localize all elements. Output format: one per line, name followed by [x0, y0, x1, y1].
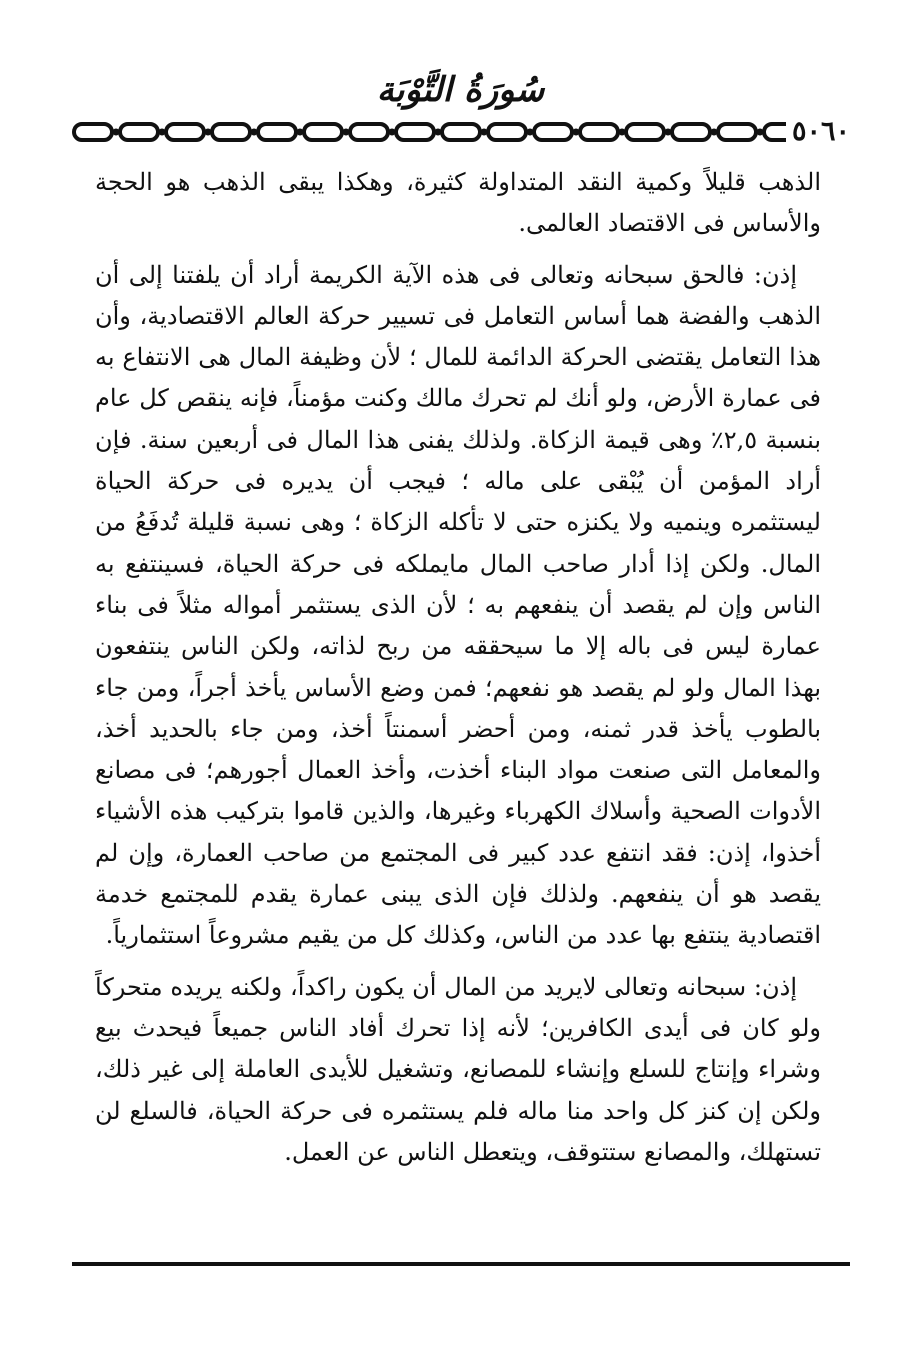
- chain-link: [488, 124, 526, 140]
- surah-title: سُورَةُ التَّوْبَة: [376, 70, 545, 110]
- chain-dot: [205, 129, 212, 136]
- chain-dot: [343, 129, 350, 136]
- chain-link: [442, 124, 480, 140]
- footer-rule: [72, 1262, 850, 1266]
- paragraph-money-movement: إذن: سبحانه وتعالى لايريد من المال أن يكون راكداً، ولكنه يريده متحركاً ولو كان فى أيدى الكافرين؛ لأنه إذا تحرك أفاد الناس جميعاً فيحدث بيع وشراء وإنتاج للسلع وإنشاء للمصانع، وتشغيل للأيدى العاملة إلى غير ذلك، ولكن إن كنز كل واحد منا ماله فلم يستثمره فى حركة الحياة، فالسلع لن تستهلك، والمصانع ستتوقف، ويتعطل الناس عن العمل.: [95, 972, 822, 1166]
- chain-dot: [389, 129, 396, 136]
- chain-link: [626, 124, 664, 140]
- chain-dot: [297, 129, 304, 136]
- ornamental-header-rule: [70, 114, 850, 150]
- chain-dot: [757, 129, 764, 136]
- chain-link: [534, 124, 572, 140]
- paragraph-wealth-circulation: إذن: فالحق سبحانه وتعالى فى هذه الآية الكريمة أراد أن يلفتنا إلى أن الذهب والفضة هما أساس التعامل فى تسيير حركة العالم الاقتصادية، وأن هذا التعامل يقتضى الحركة الدائمة للمال ؛ لأن وظيفة المال هى الانتفاع به فى عمارة الأرض، ولو أنك لم تحرك مالك وكنت مؤمناً، فإنه ينقص كل عام بنسبة ٢,٥٪ وهى قيمة الزكاة. ولذلك يفنى هذا المال فى أربعين سنة. فإن أراد المؤمن أن يُبْقى على ماله ؛ فيجب أن يديره فى حركة الحياة ليستثمره وينميه ولا يكنزه حتى لا تأكله الزكاة ؛ وهى نسبة قليلة تُدفَعُ من المال. ولكن إذا أدار صاحب المال مايملكه فى حركة الحياة، فسينتفع به الناس وإن لم يقصد أن ينفعهم به ؛ لأن الذى يستثمر أمواله مثلاً فى بناء عمارة ليس فى باله إلا ما سيحققه من ربح لذاته، ولكن الناس ينتفعون بهذا المال ولو لم يقصد هو نفعهم؛ فمن وضع الأساس يأخذ أجراً، ومن جاء بالطوب يأخذ قدر ثمنه، ومن أحضر أسمنتاً أخذ، ومن جاء بالحديد أخذ، والمعامل التى صنعت مواد البناء أخذت، وأخذ العمال أجورهم؛ فى مصانع الأدوات الصحية وأسلاك الكهرباء وغيرها، والذين قاموا بتركيب هذه الأشياء أخذوا، إذن: فقد انتفع عدد كبير فى المجتمع من صاحب العمارة، وإن لم يقصد هو أن ينفعهم. ولذلك فإن الذى يبنى عمارة يقدم للمجتمع خدمة اقتصادية ينتفع بها عدد من الناس، وكذلك كل من يقيم مشروعاً استثمارياً.: [95, 260, 822, 950]
- paragraph-continuation: الذهب قليلاً وكمية النقد المتداولة كثيرة، وهكذا يبقى الذهب هو الحجة والأساس فى الاقتصاد العالمى.: [95, 168, 821, 238]
- chain-link: [120, 124, 158, 140]
- chain-link: [350, 124, 388, 140]
- chain-link: [166, 124, 204, 140]
- chain-dot: [711, 129, 718, 136]
- chain-dot: [113, 129, 120, 136]
- chain-dot: [435, 129, 442, 136]
- chain-dot: [573, 129, 580, 136]
- page-number: ٥٠٦٠: [786, 116, 856, 148]
- chain-link: [672, 124, 710, 140]
- chain-dot: [665, 129, 672, 136]
- chain-link: [718, 124, 756, 140]
- chain-link: [580, 124, 618, 140]
- chain-link: [304, 124, 342, 140]
- chain-link: [258, 124, 296, 140]
- page-text: [95, 162, 821, 1183]
- chain-link: [396, 124, 434, 140]
- chain-dot: [251, 129, 258, 136]
- chain-dot: [619, 129, 626, 136]
- chain-link: [74, 124, 112, 140]
- chain-dot: [481, 129, 488, 136]
- chain-link: [212, 124, 250, 140]
- chain-dot: [159, 129, 166, 136]
- chain-dot: [527, 129, 534, 136]
